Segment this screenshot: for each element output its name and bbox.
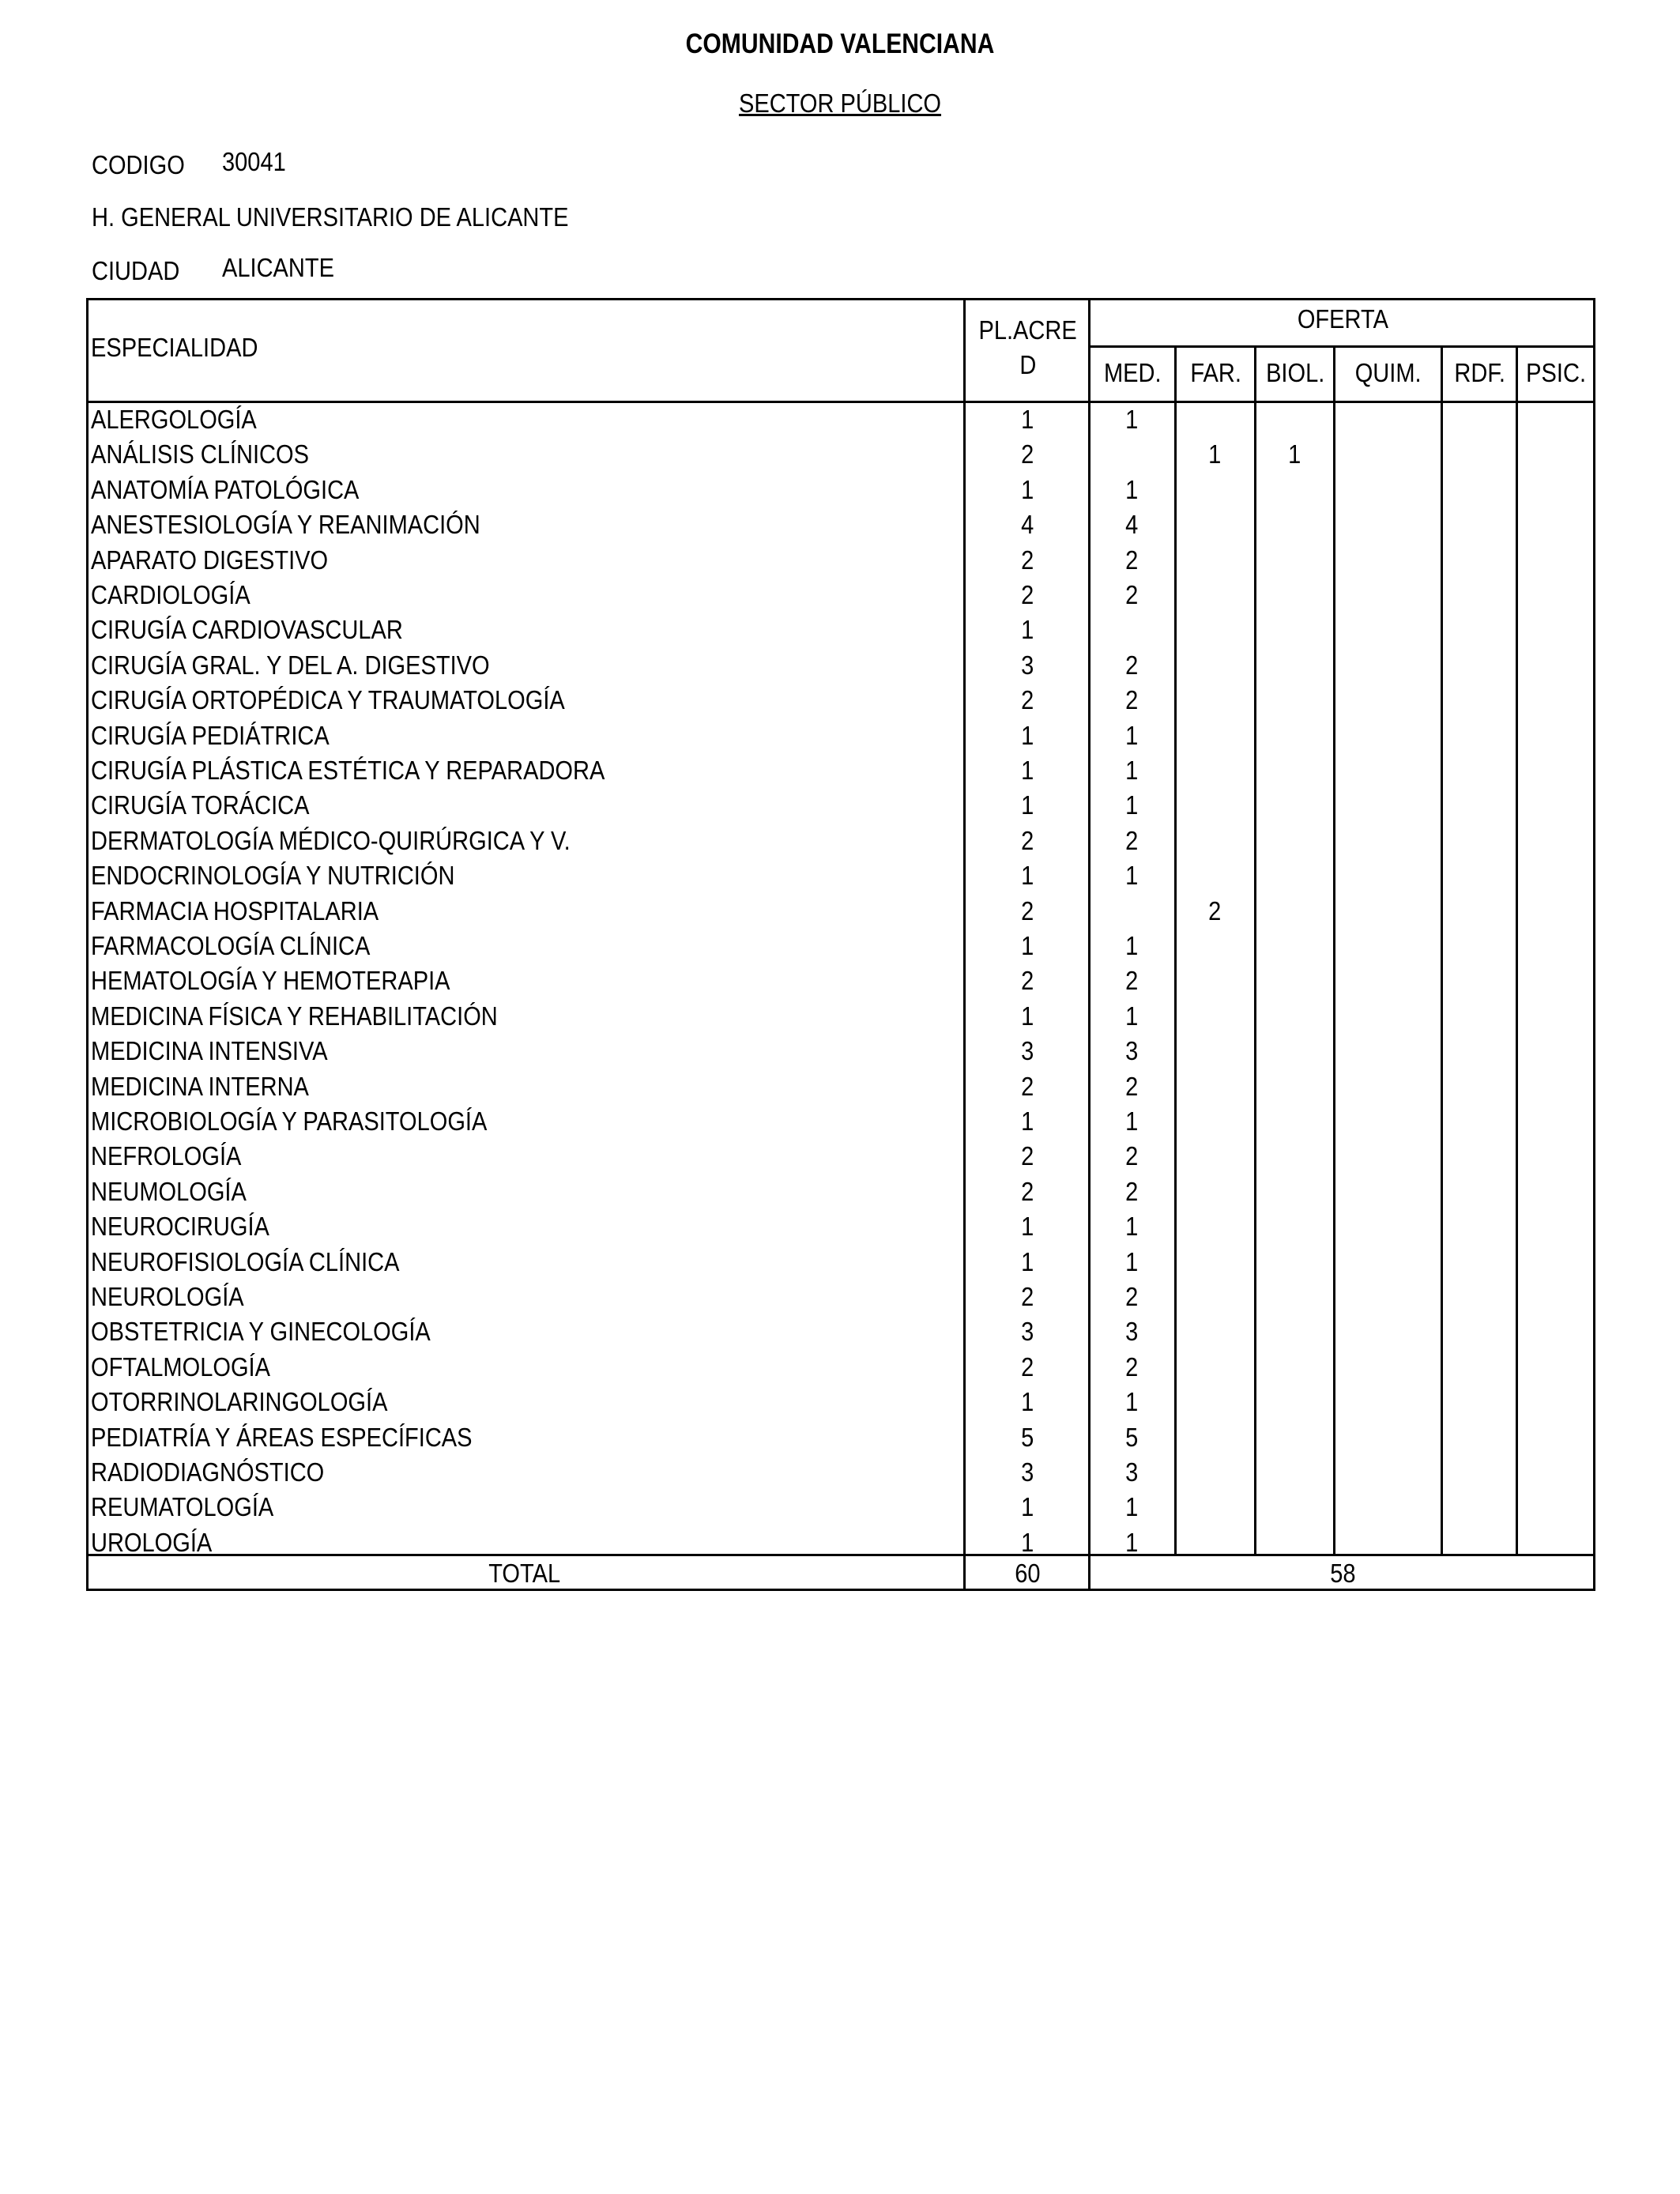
especialidad-cell: ANESTESIOLOGÍA Y REANIMACIÓN [91,510,480,540]
especialidad-cell: RADIODIAGNÓSTICO [91,1457,325,1487]
far-cell [1176,578,1254,613]
biol-cell [1256,1209,1333,1244]
biol-cell [1256,543,1333,578]
med-cell: 2 [1125,580,1139,609]
placred-cell: 2 [1020,580,1034,609]
med-cell: 1 [1125,1492,1139,1522]
header-divider [86,401,1595,403]
biol-cell [1256,1174,1333,1209]
med-cell: 3 [1125,1457,1139,1487]
placred-cell: 2 [1020,825,1034,855]
especialidad-cell: MEDICINA INTENSIVA [91,1036,328,1066]
placred-cell: 4 [1020,510,1034,540]
especialidad-cell: NEUROFISIOLOGÍA CLÍNICA [91,1246,400,1276]
med-cell: 1 [1125,474,1139,504]
med-cell: 1 [1125,861,1139,891]
subcolumn-divider-3 [1333,345,1335,1554]
far-cell [1176,1104,1254,1139]
med-cell: 2 [1125,1071,1139,1101]
header-placred-line2: D [1019,350,1037,379]
med-cell: 2 [1125,545,1139,575]
hospital-name: H. GENERAL UNIVERSITARIO DE ALICANTE [92,202,569,232]
biol-cell [1256,1490,1333,1525]
placred-cell: 1 [1020,756,1034,785]
far-cell [1176,858,1254,893]
med-cell: 2 [1125,966,1139,996]
especialidad-cell: CIRUGÍA PEDIÁTRICA [91,720,330,750]
subheader-psic: PSIC. [1526,358,1587,387]
far-cell [1176,1385,1254,1419]
codigo-label: CODIGO [92,150,185,179]
far-cell [1176,963,1254,998]
med-cell: 1 [1125,1387,1139,1417]
biol-cell [1256,718,1333,753]
far-cell [1176,1314,1254,1349]
far-cell [1176,1280,1254,1314]
biol-cell [1256,683,1333,718]
far-cell [1176,753,1254,788]
med-cell: 2 [1125,1282,1139,1311]
biol-cell [1256,648,1333,683]
biol-cell [1256,578,1333,613]
placred-cell: 1 [1020,1246,1034,1276]
biol-cell [1256,1420,1333,1455]
especialidad-cell: CIRUGÍA GRAL. Y DEL A. DIGESTIVO [91,650,490,680]
placred-cell: 2 [1020,685,1034,715]
placred-cell: 2 [1020,1351,1034,1382]
placred-cell: 2 [1020,1141,1034,1171]
subcolumn-divider-5 [1516,345,1518,1554]
especialidad-cell: NEUROCIRUGÍA [91,1212,269,1242]
far-cell [1176,1525,1254,1560]
med-cell: 1 [1125,756,1139,785]
especialidad-cell: OFTALMOLOGÍA [91,1351,270,1382]
especialidad-cell: DERMATOLOGÍA MÉDICO-QUIRÚRGICA Y V. [91,825,571,855]
especialidad-cell: OBSTETRICIA Y GINECOLOGÍA [91,1317,431,1347]
total-divider [86,1554,1595,1556]
total-oferta: 58 [1329,1559,1356,1588]
med-cell: 2 [1125,685,1139,715]
med-cell [1090,613,1174,647]
especialidad-cell: HEMATOLOGÍA Y HEMOTERAPIA [91,966,450,996]
especialidad-cell: UROLOGÍA [91,1527,213,1557]
biol-cell [1256,1069,1333,1104]
biol-cell [1256,613,1333,647]
biol-cell [1256,1314,1333,1349]
subheader-quim: QUIM. [1355,358,1422,387]
biol-cell [1256,858,1333,893]
especialidad-cell: NEUROLOGÍA [91,1282,244,1311]
placred-cell: 1 [1020,405,1034,434]
placred-cell: 2 [1020,895,1034,925]
subheader-med: MED. [1104,358,1162,387]
far-cell [1176,543,1254,578]
far-cell [1176,999,1254,1034]
especialidad-cell: CARDIOLOGÍA [91,580,250,609]
placred-cell: 3 [1020,1317,1034,1347]
biol-cell [1256,963,1333,998]
especialidad-cell: OTORRINOLARINGOLOGÍA [91,1387,388,1417]
total-placred: 60 [1014,1559,1041,1588]
especialidad-cell: CIRUGÍA ORTOPÉDICA Y TRAUMATOLOGÍA [91,685,565,715]
subcolumn-divider-4 [1441,345,1443,1554]
biol-cell [1256,1350,1333,1385]
med-cell [1090,894,1174,929]
placred-cell: 1 [1020,615,1034,645]
far-cell [1176,1069,1254,1104]
especialidad-cell: MICROBIOLOGÍA Y PARASITOLOGÍA [91,1106,488,1136]
placred-cell: 2 [1020,966,1034,996]
placred-cell: 2 [1020,1071,1034,1101]
far-cell [1176,929,1254,963]
biol-cell [1256,1034,1333,1069]
placred-cell: 1 [1020,1001,1034,1031]
med-cell: 1 [1125,1001,1139,1031]
document-title: COMUNIDAD VALENCIANA [685,28,995,59]
med-cell: 1 [1125,1527,1139,1557]
especialidad-cell: FARMACIA HOSPITALARIA [91,895,379,925]
med-cell: 2 [1125,825,1139,855]
placred-cell: 5 [1020,1422,1034,1452]
far-cell [1176,788,1254,823]
med-cell: 1 [1125,720,1139,750]
biol-cell [1256,1245,1333,1280]
oferta-divider [1090,345,1595,348]
placred-cell: 1 [1020,1527,1034,1557]
biol-cell [1256,788,1333,823]
especialidad-cell: MEDICINA FÍSICA Y REHABILITACIÓN [91,1001,498,1031]
far-cell [1176,648,1254,683]
especialidades-table [86,298,1595,1591]
far-cell [1176,1455,1254,1490]
med-cell: 1 [1125,1106,1139,1136]
especialidad-cell: ENDOCRINOLOGÍA Y NUTRICIÓN [91,861,455,891]
especialidad-cell: ANATOMÍA PATOLÓGICA [91,474,360,504]
table-border-right [1593,298,1595,1591]
far-cell [1176,1174,1254,1209]
biol-cell [1256,1525,1333,1560]
sector-subtitle: SECTOR PÚBLICO [738,89,942,118]
placred-cell: 1 [1020,1212,1034,1242]
especialidad-cell: NEUMOLOGÍA [91,1176,247,1206]
far-cell [1176,1209,1254,1244]
header-oferta: OFERTA [1297,304,1388,334]
biol-cell [1256,753,1333,788]
far-cell [1176,507,1254,542]
especialidad-cell: NEFROLOGÍA [91,1141,242,1171]
med-cell: 3 [1125,1317,1139,1347]
especialidad-cell: REUMATOLOGÍA [91,1492,274,1522]
placred-cell: 3 [1020,650,1034,680]
med-cell: 5 [1125,1422,1139,1452]
especialidad-cell: CIRUGÍA PLÁSTICA ESTÉTICA Y REPARADORA [91,756,605,785]
far-cell [1176,613,1254,647]
far-cell [1176,1350,1254,1385]
placred-cell: 3 [1020,1036,1034,1066]
especialidad-cell: ALERGOLOGÍA [91,405,257,434]
subheader-far: FAR. [1190,358,1241,387]
med-cell: 2 [1125,650,1139,680]
far-cell: 2 [1208,895,1222,925]
codigo-value: 30041 [222,147,286,176]
biol-cell [1256,1139,1333,1174]
far-cell [1176,1139,1254,1174]
placred-cell: 2 [1020,439,1034,469]
especialidad-cell: ANÁLISIS CLÍNICOS [91,439,309,469]
placred-cell: 3 [1020,1457,1034,1487]
especialidad-cell: FARMACOLOGÍA CLÍNICA [91,931,371,960]
biol-cell [1256,1104,1333,1139]
med-cell: 1 [1125,931,1139,960]
placred-cell: 2 [1020,545,1034,575]
placred-cell: 1 [1020,790,1034,820]
ciudad-label: CIUDAD [92,256,180,285]
biol-cell [1256,824,1333,858]
placred-cell: 1 [1020,861,1034,891]
subheader-rdf: RDF. [1454,358,1505,387]
med-cell: 2 [1125,1351,1139,1382]
biol-cell [1256,507,1333,542]
especialidad-cell: CIRUGÍA TORÁCICA [91,790,310,820]
placred-cell: 1 [1020,1106,1034,1136]
far-cell [1176,1490,1254,1525]
med-cell: 2 [1125,1141,1139,1171]
med-cell: 2 [1125,1176,1139,1206]
far-cell [1176,683,1254,718]
med-cell: 3 [1125,1036,1139,1066]
far-cell [1176,402,1254,437]
especialidad-cell: APARATO DIGESTIVO [91,545,329,575]
biol-cell [1256,894,1333,929]
placred-cell: 1 [1020,720,1034,750]
far-cell [1176,1420,1254,1455]
biol-cell [1256,1385,1333,1419]
table-border-top [86,298,1595,300]
med-cell: 1 [1125,1246,1139,1276]
biol-cell [1256,999,1333,1034]
far-cell [1176,718,1254,753]
med-cell: 1 [1125,1212,1139,1242]
biol-cell [1256,929,1333,963]
far-cell [1176,1245,1254,1280]
table-border-bottom [86,1589,1595,1591]
med-cell: 1 [1125,405,1139,434]
far-cell [1176,473,1254,507]
placred-cell: 2 [1020,1176,1034,1206]
header-especialidad: ESPECIALIDAD [91,333,258,362]
placred-cell: 1 [1020,931,1034,960]
placred-cell: 2 [1020,1282,1034,1311]
especialidad-cell: MEDICINA INTERNA [91,1071,309,1101]
biol-cell: 1 [1287,439,1301,469]
biol-cell [1256,473,1333,507]
header-placred-line1: PL.ACRE [978,315,1078,345]
total-label: TOTAL [488,1559,561,1588]
far-cell [1176,1034,1254,1069]
ciudad-value: ALICANTE [222,253,335,282]
placred-cell: 1 [1020,1492,1034,1522]
placred-cell: 1 [1020,1387,1034,1417]
subheader-biol: BIOL. [1265,358,1325,387]
med-cell: 4 [1125,510,1139,540]
especialidad-cell: PEDIATRÍA Y ÁREAS ESPECÍFICAS [91,1422,473,1452]
placred-cell: 1 [1020,474,1034,504]
table-border-left [86,298,89,1591]
med-cell: 1 [1125,790,1139,820]
far-cell: 1 [1208,439,1222,469]
far-cell [1176,824,1254,858]
especialidad-cell: CIRUGÍA CARDIOVASCULAR [91,615,403,645]
biol-cell [1256,402,1333,437]
biol-cell [1256,1280,1333,1314]
biol-cell [1256,1455,1333,1490]
med-cell [1090,437,1174,472]
